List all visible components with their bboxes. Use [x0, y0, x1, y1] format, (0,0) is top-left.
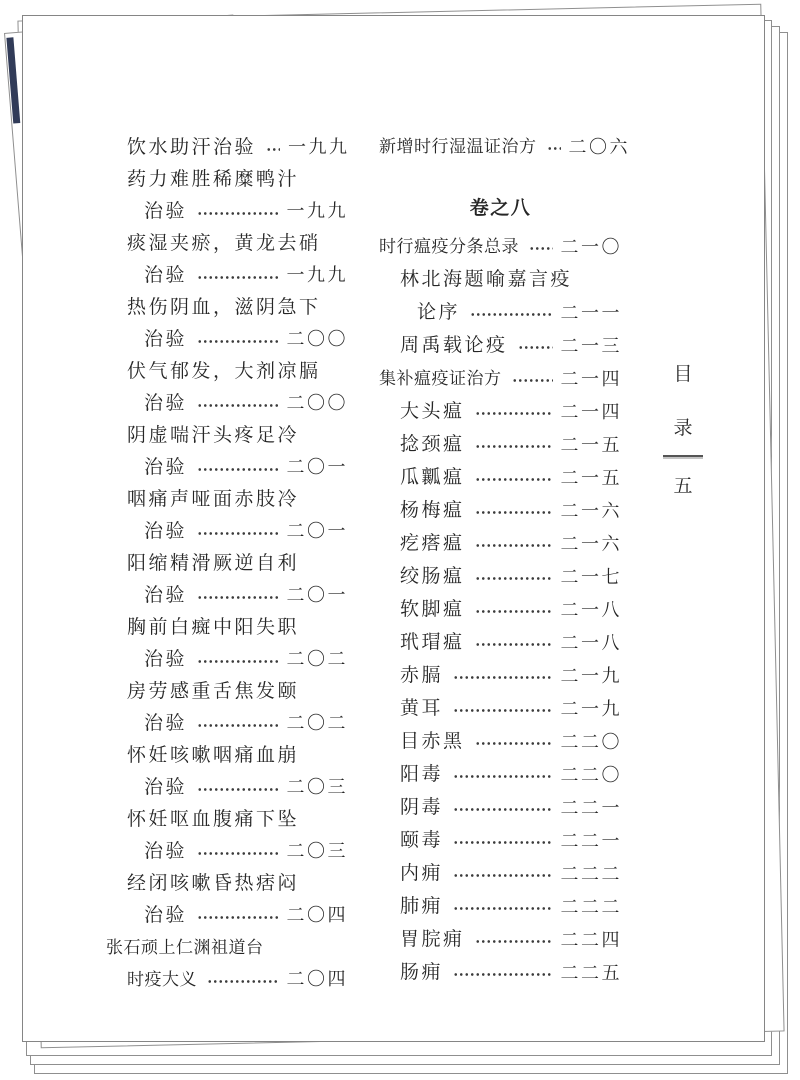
- dot-leader: [197, 849, 278, 858]
- toc-column-right: [379, 130, 630, 989]
- toc-row: [106, 707, 348, 739]
- toc-page-number: 二一一: [560, 302, 622, 323]
- dot-leader: [475, 640, 553, 649]
- toc-entry-label: 阴毒: [400, 797, 444, 818]
- toc-page-number: 一九九: [286, 201, 348, 221]
- toc-page-number: 一九九: [286, 265, 348, 285]
- toc-row: [379, 758, 622, 791]
- toc-row: [379, 791, 622, 824]
- dot-leader: [197, 465, 278, 474]
- toc-row: [379, 824, 622, 857]
- toc-row: [379, 230, 622, 263]
- margin-title-char: 录: [673, 418, 693, 439]
- toc-page-number: 二〇一: [286, 585, 348, 605]
- toc-page-number: 二二〇: [560, 731, 622, 752]
- toc-page-number: 二〇〇: [286, 393, 348, 413]
- toc-page-number: 二〇一: [286, 457, 348, 477]
- toc-row: [106, 771, 348, 803]
- dot-leader: [453, 970, 552, 979]
- toc-entry-label: 绞肠瘟: [400, 566, 465, 587]
- toc-row: [379, 659, 622, 692]
- toc-entry-label: 杨梅瘟: [400, 500, 465, 521]
- dot-leader: [475, 937, 553, 946]
- dot-leader: [197, 721, 278, 730]
- toc-page-number: 一九九: [288, 137, 350, 157]
- dot-leader: [197, 657, 278, 666]
- toc-row: [106, 387, 348, 419]
- toc-row: [106, 867, 348, 899]
- toc-row: [106, 483, 348, 515]
- dot-leader: [197, 913, 278, 922]
- toc-page-number: 二一五: [560, 434, 622, 455]
- toc-entry-label: 阴虚喘汗头疼足冷: [127, 424, 300, 446]
- toc-row: [106, 195, 348, 227]
- toc-entry-label: 目赤黑: [400, 731, 465, 752]
- dot-leader: [453, 706, 552, 715]
- toc-row: [106, 259, 348, 291]
- toc-page-number: 二〇二: [286, 649, 348, 669]
- toc-page-number: 二二四: [560, 929, 622, 950]
- dot-leader: [197, 273, 278, 282]
- toc-page-number: 二一五: [560, 467, 622, 488]
- margin-page-number: 五: [673, 476, 693, 497]
- toc-entry-label: 周禹载论疫: [400, 335, 508, 356]
- toc-row: [379, 560, 622, 593]
- toc-entry-label: 热伤阴血，滋阴急下: [127, 296, 321, 318]
- toc-row: [106, 803, 348, 835]
- toc-row: [106, 931, 348, 963]
- toc-entry-label: 张石顽上仁渊祖道台: [106, 937, 264, 957]
- dot-leader: [453, 904, 552, 913]
- toc-row: [106, 131, 348, 163]
- dot-leader: [197, 785, 278, 794]
- toc-page-number: 二二五: [560, 962, 622, 983]
- toc-row: [106, 451, 348, 483]
- dot-leader: [475, 475, 553, 484]
- toc-entry-label: 治验: [144, 520, 188, 542]
- toc-entry-label: 胸前白癍中阳失职: [127, 616, 300, 638]
- toc-page-number: 二〇四: [286, 905, 348, 925]
- toc-page-number: 二一七: [560, 566, 622, 587]
- dot-leader: [475, 607, 553, 616]
- toc-column-left: [106, 131, 348, 995]
- toc-page-number: 二〇四: [286, 969, 348, 989]
- toc-entry-label: 肺痈: [400, 896, 444, 917]
- toc-row: [379, 130, 630, 163]
- toc-entry-label: 林北海题喻嘉言疫: [400, 269, 573, 290]
- toc-entry-label: 治验: [144, 776, 188, 798]
- toc-entry-label: 饮水助汗治验: [127, 136, 257, 158]
- toc-page-number: 二一〇: [560, 236, 622, 257]
- margin-title-char: 目: [673, 364, 693, 385]
- toc-page-number: 二一八: [560, 632, 622, 653]
- dot-leader: [453, 805, 552, 814]
- toc-entry-label: 软脚瘟: [400, 599, 465, 620]
- toc-row: [106, 643, 348, 675]
- toc-page-number: 二一九: [560, 665, 622, 686]
- toc-page-number: 二二一: [560, 830, 622, 851]
- toc-entry-label: 治验: [144, 584, 188, 606]
- toc-entry-label: 胃脘痈: [400, 929, 465, 950]
- toc-entry-label: 治验: [144, 264, 188, 286]
- toc-row: [379, 593, 622, 626]
- toc-row: [106, 515, 348, 547]
- toc-row: [379, 494, 622, 527]
- toc-row: [379, 692, 622, 725]
- toc-entry-label: 经闭咳嗽昏热痞闷: [127, 872, 300, 894]
- toc-entry-label: 怀妊呕血腹痛下坠: [127, 808, 300, 830]
- dot-leader: [475, 739, 553, 748]
- toc-entry-label: 咽痛声哑面赤肢冷: [127, 488, 300, 510]
- margin-label: [665, 364, 701, 498]
- toc-page-number: 二〇三: [286, 777, 348, 797]
- toc-entry-label: 治验: [144, 328, 188, 350]
- toc-entry-label: 黄耳: [400, 698, 444, 719]
- margin-divider: [663, 455, 703, 459]
- toc-page-number: 二一六: [560, 533, 622, 554]
- toc-row: [379, 329, 622, 362]
- toc-row: [106, 579, 348, 611]
- toc-page-number: 二一九: [560, 698, 622, 719]
- toc-row: [106, 739, 348, 771]
- toc-entry-label: 玳瑁瘟: [400, 632, 465, 653]
- toc-entry-label: 治验: [144, 904, 188, 926]
- toc-page-number: 二〇二: [286, 713, 348, 733]
- dot-leader: [453, 871, 552, 880]
- toc-entry-label: 时行瘟疫分条总录: [379, 237, 519, 256]
- toc-page-number: 二〇三: [286, 841, 348, 861]
- toc-entry-label: 痰湿夹瘀，黄龙去硝: [127, 232, 321, 254]
- dot-leader: [470, 310, 552, 319]
- volume-header: 卷之八: [469, 198, 532, 219]
- toc-entry-label: 阳毒: [400, 764, 444, 785]
- toc-entry-label: 治验: [144, 392, 188, 414]
- toc-entry-label: 治验: [144, 840, 188, 862]
- toc-page-number: 二一四: [560, 401, 622, 422]
- toc-page-number: 二〇〇: [286, 329, 348, 349]
- toc-entry-label: 治验: [144, 456, 188, 478]
- toc-page-number: 二二〇: [560, 764, 622, 785]
- toc-entry-label: 药力难胜稀糜鸭汁: [127, 168, 300, 190]
- dot-leader: [197, 593, 278, 602]
- dot-leader: [197, 337, 278, 346]
- toc-page-number: 二二二: [560, 896, 622, 917]
- toc-entry-label: 集补瘟疫证治方: [379, 369, 502, 388]
- toc-row: [379, 956, 622, 989]
- toc-row: [379, 395, 622, 428]
- toc-entry-label: 新增时行湿温证治方: [379, 137, 537, 156]
- toc-row: [379, 725, 622, 758]
- toc-row: [106, 227, 348, 259]
- toc-row: [379, 857, 622, 890]
- dot-leader: [518, 343, 553, 352]
- dot-leader: [475, 409, 553, 418]
- toc-row: [106, 547, 348, 579]
- toc-entry-label: 治验: [144, 200, 188, 222]
- toc-entry-label: 捻颈瘟: [400, 434, 465, 455]
- dot-leader: [266, 145, 280, 154]
- toc-entry-label: 治验: [144, 648, 188, 670]
- toc-row: [379, 263, 622, 296]
- toc-page-number: 二二二: [560, 863, 622, 884]
- navy-edge-strip: [6, 37, 20, 123]
- toc-row: [379, 296, 622, 329]
- toc-entry-label: 怀妊咳嗽咽痛血崩: [127, 744, 300, 766]
- dot-leader: [547, 144, 561, 153]
- toc-row: [106, 963, 348, 995]
- toc-entry-label: 瓜瓤瘟: [400, 467, 465, 488]
- dot-leader: [453, 772, 552, 781]
- toc-entry-label: 时疫大义: [127, 969, 197, 989]
- toc-page-number: 二〇一: [286, 521, 348, 541]
- toc-entry-label: 肠痈: [400, 962, 444, 983]
- toc-row: [379, 461, 622, 494]
- toc-entry-label: 伏气郁发，大剂凉膈: [127, 360, 321, 382]
- toc-row: [106, 835, 348, 867]
- toc-page-number: 二一六: [560, 500, 622, 521]
- toc-entry-label: 内痈: [400, 863, 444, 884]
- toc-entry-label: 阳缩精滑厥逆自利: [127, 552, 300, 574]
- toc-row: [379, 626, 622, 659]
- toc-row: [106, 611, 348, 643]
- toc-entry-label: 颐毒: [400, 830, 444, 851]
- toc-page-number: 二一八: [560, 599, 622, 620]
- dot-leader: [453, 673, 552, 682]
- dot-leader: [529, 244, 553, 253]
- toc-entry-label: 治验: [144, 712, 188, 734]
- dot-leader: [197, 401, 278, 410]
- toc-entry-label: 大头瘟: [400, 401, 465, 422]
- toc-row: [106, 675, 348, 707]
- toc-entry-label: 疙瘩瘟: [400, 533, 465, 554]
- toc-row: [379, 527, 622, 560]
- toc-row: [379, 362, 622, 395]
- dot-leader: [475, 541, 553, 550]
- toc-row: [106, 419, 348, 451]
- toc-page-number: 二二一: [560, 797, 622, 818]
- toc-row: [106, 323, 348, 355]
- toc-row: [106, 163, 348, 195]
- toc-entry-label: 论序: [417, 302, 461, 323]
- dot-leader: [453, 838, 552, 847]
- toc-row: [106, 899, 348, 931]
- dot-leader: [475, 508, 553, 517]
- toc-row: [379, 428, 622, 461]
- toc-row: [379, 890, 622, 923]
- dot-leader: [475, 442, 553, 451]
- toc-page-number: 二〇六: [568, 136, 630, 157]
- dot-leader: [512, 376, 553, 385]
- toc-page-number: 二一四: [560, 368, 622, 389]
- toc-row: [106, 291, 348, 323]
- dot-leader: [197, 529, 278, 538]
- dot-leader: [207, 977, 279, 986]
- toc-row: [106, 355, 348, 387]
- toc-entry-label: 赤膈: [400, 665, 444, 686]
- toc-entry-label: 房劳感重舌焦发颐: [127, 680, 300, 702]
- toc-page: [22, 15, 765, 1042]
- dot-leader: [197, 209, 278, 218]
- toc-page-number: 二一三: [560, 335, 622, 356]
- dot-leader: [475, 574, 553, 583]
- toc-row: [379, 923, 622, 956]
